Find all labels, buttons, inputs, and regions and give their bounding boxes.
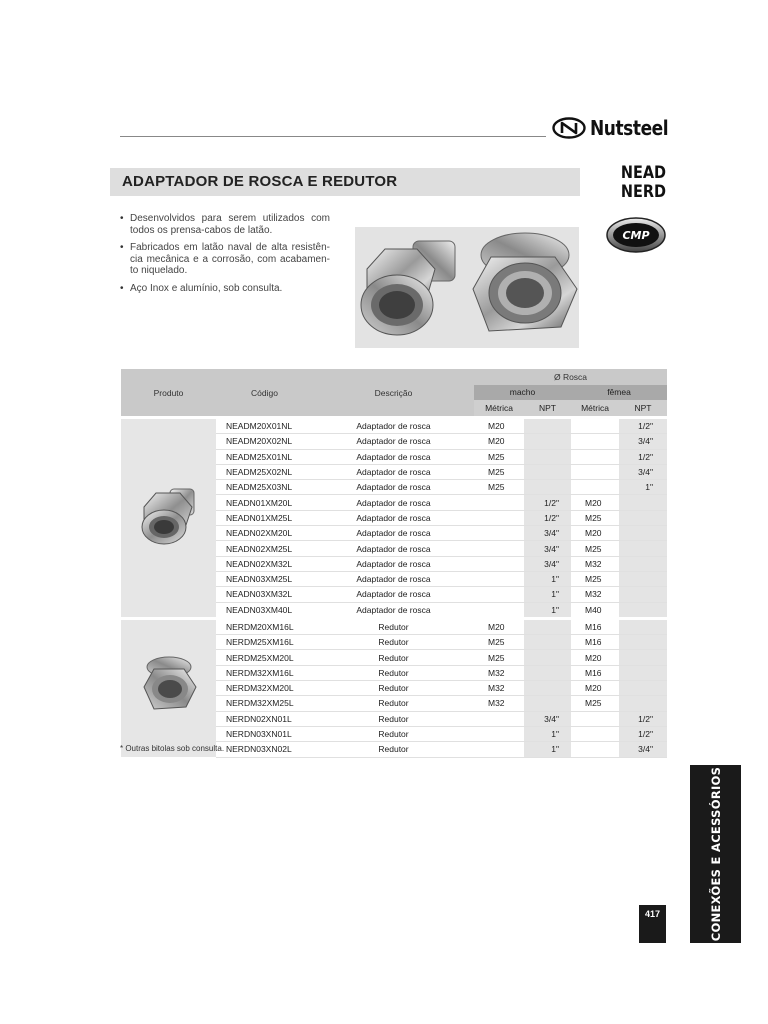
col-header-metrica-macho: Métrica — [474, 400, 524, 417]
cell-npt-femea — [619, 618, 667, 634]
title-bar — [110, 168, 580, 196]
cell-metrica-femea: M25 — [571, 696, 619, 711]
cell-metrica-femea: M40 — [571, 602, 619, 618]
cell-npt-femea: 1/2" — [619, 726, 667, 741]
cell-npt-macho: 1/2" — [524, 495, 571, 510]
cell-descricao: Adaptador de rosca — [313, 587, 474, 602]
cell-npt-macho: 3/4" — [524, 541, 571, 556]
feature-item: • Aço Inox e alumínio, sob consulta. — [120, 283, 330, 295]
cell-metrica-macho: M32 — [474, 665, 524, 680]
cell-descricao: Redutor — [313, 681, 474, 696]
cmp-logo-icon — [605, 215, 667, 255]
cell-npt-macho: 3/4" — [524, 556, 571, 571]
cell-codigo: NEADN03XM32L — [216, 587, 313, 602]
cell-metrica-macho: M32 — [474, 681, 524, 696]
cell-npt-macho — [524, 650, 571, 665]
cell-npt-macho: 3/4" — [524, 526, 571, 541]
cell-codigo: NEADM25X01NL — [216, 449, 313, 464]
col-header-macho: macho — [474, 385, 571, 401]
cell-codigo: NEADM25X02NL — [216, 464, 313, 479]
cell-npt-femea: 3/4" — [619, 434, 667, 449]
col-header-produto: Produto — [121, 369, 216, 418]
spec-table — [121, 369, 667, 758]
product-codes — [600, 164, 666, 202]
cell-metrica-femea — [571, 480, 619, 495]
cell-npt-femea — [619, 510, 667, 525]
cell-descricao: Adaptador de rosca — [313, 602, 474, 618]
cell-npt-macho — [524, 480, 571, 495]
cell-metrica-macho — [474, 541, 524, 556]
cell-npt-macho — [524, 449, 571, 464]
cell-metrica-macho: M20 — [474, 434, 524, 449]
cell-codigo: NEADN01XM20L — [216, 495, 313, 510]
cell-metrica-macho — [474, 711, 524, 726]
cell-descricao: Adaptador de rosca — [313, 434, 474, 449]
cmp-badge — [605, 215, 667, 260]
cell-npt-macho — [524, 418, 571, 434]
cell-metrica-femea — [571, 449, 619, 464]
cell-metrica-femea: M32 — [571, 587, 619, 602]
cell-metrica-macho — [474, 587, 524, 602]
table-row — [121, 618, 667, 634]
cell-codigo: NERDM32XM20L — [216, 681, 313, 696]
cell-metrica-macho — [474, 602, 524, 618]
cell-npt-femea — [619, 665, 667, 680]
cell-npt-femea — [619, 556, 667, 571]
cell-npt-femea — [619, 602, 667, 618]
cell-codigo: NEADN03XM40L — [216, 602, 313, 618]
cell-npt-macho: 1" — [524, 602, 571, 618]
brand-name: Nutsteel — [590, 116, 669, 140]
cell-npt-femea: 3/4" — [619, 742, 667, 757]
cell-codigo: NERDN02XN01L — [216, 711, 313, 726]
feature-item: • Desenvolvidos para serem utilizados com todos os prensa-cabos de latão. — [120, 213, 330, 236]
cell-descricao: Adaptador de rosca — [313, 495, 474, 510]
cell-descricao: Adaptador de rosca — [313, 510, 474, 525]
cell-metrica-femea: M32 — [571, 556, 619, 571]
cell-descricao: Redutor — [313, 711, 474, 726]
spec-table-body — [121, 418, 667, 758]
cell-descricao: Adaptador de rosca — [313, 556, 474, 571]
cell-npt-femea — [619, 495, 667, 510]
adapter-image — [134, 481, 204, 551]
cell-metrica-femea — [571, 418, 619, 434]
product-code-nerd: NERD — [620, 182, 666, 202]
fittings-image — [355, 227, 579, 348]
cell-metrica-femea — [571, 464, 619, 479]
cell-metrica-femea: M25 — [571, 571, 619, 586]
cell-npt-femea — [619, 541, 667, 556]
cell-npt-femea — [619, 696, 667, 711]
reducer-image — [134, 651, 204, 721]
cell-codigo: NERDM32XM16L — [216, 665, 313, 680]
col-header-femea: fêmea — [571, 385, 667, 401]
cell-metrica-macho — [474, 571, 524, 586]
cell-npt-femea — [619, 681, 667, 696]
cell-descricao: Adaptador de rosca — [313, 449, 474, 464]
cell-descricao: Redutor — [313, 742, 474, 757]
cell-descricao: Redutor — [313, 665, 474, 680]
nutsteel-logo-icon — [552, 117, 586, 139]
cell-npt-femea: 1/2" — [619, 418, 667, 434]
cell-npt-macho: 1" — [524, 742, 571, 757]
section-tab-label: CONEXÕES E ACESSÓRIOS — [708, 766, 723, 942]
cell-metrica-femea — [571, 742, 619, 757]
cell-metrica-femea — [571, 726, 619, 741]
cell-codigo: NEADM20X01NL — [216, 418, 313, 434]
cell-descricao: Adaptador de rosca — [313, 418, 474, 434]
cell-metrica-femea: M25 — [571, 510, 619, 525]
cell-npt-macho: 1" — [524, 726, 571, 741]
section-tab — [690, 765, 741, 943]
cell-metrica-femea: M20 — [571, 681, 619, 696]
reducer-product-image — [121, 618, 216, 757]
col-header-npt-macho: NPT — [524, 400, 571, 417]
cell-metrica-femea: M16 — [571, 618, 619, 634]
cell-npt-femea: 1" — [619, 480, 667, 495]
cell-codigo: NEADM20X02NL — [216, 434, 313, 449]
cell-npt-macho: 1/2" — [524, 510, 571, 525]
col-header-npt-femea: NPT — [619, 400, 667, 417]
cell-metrica-macho — [474, 510, 524, 525]
cell-npt-macho: 3/4" — [524, 711, 571, 726]
cell-metrica-femea: M20 — [571, 495, 619, 510]
cell-metrica-macho — [474, 556, 524, 571]
cell-metrica-femea: M16 — [571, 665, 619, 680]
cell-npt-femea — [619, 526, 667, 541]
cell-metrica-macho: M20 — [474, 418, 524, 434]
cell-metrica-femea: M16 — [571, 635, 619, 650]
cell-metrica-macho — [474, 526, 524, 541]
cell-metrica-macho: M25 — [474, 449, 524, 464]
cell-codigo: NERDM32XM25L — [216, 696, 313, 711]
cell-codigo: NERDM20XM16L — [216, 618, 313, 634]
cell-codigo: NERDM25XM16L — [216, 635, 313, 650]
brand-logo — [552, 116, 682, 140]
cell-descricao: Adaptador de rosca — [313, 541, 474, 556]
cell-codigo: NERDN03XN01L — [216, 726, 313, 741]
cell-metrica-femea — [571, 434, 619, 449]
cell-metrica-macho — [474, 726, 524, 741]
cell-metrica-femea: M20 — [571, 526, 619, 541]
cell-metrica-macho: M25 — [474, 480, 524, 495]
cell-npt-femea — [619, 587, 667, 602]
cell-metrica-macho: M25 — [474, 635, 524, 650]
cell-descricao: Redutor — [313, 635, 474, 650]
cell-npt-femea — [619, 571, 667, 586]
cell-descricao: Redutor — [313, 618, 474, 634]
cell-descricao: Adaptador de rosca — [313, 571, 474, 586]
cell-npt-femea: 1/2" — [619, 711, 667, 726]
product-photo — [355, 227, 579, 348]
cell-npt-macho — [524, 618, 571, 634]
cell-npt-macho — [524, 665, 571, 680]
feature-list — [120, 213, 330, 300]
cell-codigo: NEADN03XM25L — [216, 571, 313, 586]
col-header-codigo: Código — [216, 369, 313, 418]
cell-metrica-macho — [474, 742, 524, 757]
cell-npt-femea — [619, 650, 667, 665]
cell-metrica-macho: M32 — [474, 696, 524, 711]
cell-descricao: Adaptador de rosca — [313, 480, 474, 495]
cmp-text: CMP — [622, 229, 650, 242]
cell-codigo: NEADN02XM20L — [216, 526, 313, 541]
cell-npt-femea — [619, 635, 667, 650]
cell-descricao: Redutor — [313, 650, 474, 665]
cell-descricao: Adaptador de rosca — [313, 464, 474, 479]
cell-npt-macho — [524, 696, 571, 711]
cell-npt-macho — [524, 464, 571, 479]
cell-npt-macho — [524, 681, 571, 696]
header-rule — [120, 136, 546, 137]
page-number: 417 — [639, 905, 666, 943]
cell-descricao: Adaptador de rosca — [313, 526, 474, 541]
cell-metrica-macho: M20 — [474, 618, 524, 634]
cell-npt-macho: 1" — [524, 571, 571, 586]
cell-npt-macho: 1" — [524, 587, 571, 602]
cell-metrica-macho: M25 — [474, 464, 524, 479]
product-code-nead: NEAD — [620, 163, 666, 183]
cell-npt-macho — [524, 434, 571, 449]
page-title: ADAPTADOR DE ROSCA E REDUTOR — [122, 173, 398, 190]
adapter-product-image — [121, 418, 216, 619]
feature-item: • Fabricados em latão naval de alta resistên- cia mecânica e a corrosão, com acabamen- to niquelado. — [120, 242, 330, 277]
cell-codigo: NEADN01XM25L — [216, 510, 313, 525]
col-header-metrica-femea: Métrica — [571, 400, 619, 417]
footnote: * Outras bitolas sob consulta. — [120, 744, 225, 753]
cell-metrica-femea — [571, 711, 619, 726]
col-header-rosca: Ø Rosca — [474, 369, 667, 385]
cell-metrica-macho: M25 — [474, 650, 524, 665]
cell-codigo: NERDN03XN02L — [216, 742, 313, 757]
cell-npt-femea: 3/4" — [619, 464, 667, 479]
cell-codigo: NERDM25XM20L — [216, 650, 313, 665]
cell-npt-macho — [524, 635, 571, 650]
cell-codigo: NEADN02XM25L — [216, 541, 313, 556]
cell-codigo: NEADN02XM32L — [216, 556, 313, 571]
cell-descricao: Redutor — [313, 696, 474, 711]
cell-metrica-femea: M25 — [571, 541, 619, 556]
cell-npt-femea: 1/2" — [619, 449, 667, 464]
cell-descricao: Redutor — [313, 726, 474, 741]
table-row — [121, 418, 667, 434]
col-header-descricao: Descrição — [313, 369, 474, 418]
cell-codigo: NEADM25X03NL — [216, 480, 313, 495]
cell-metrica-femea: M20 — [571, 650, 619, 665]
cell-metrica-macho — [474, 495, 524, 510]
